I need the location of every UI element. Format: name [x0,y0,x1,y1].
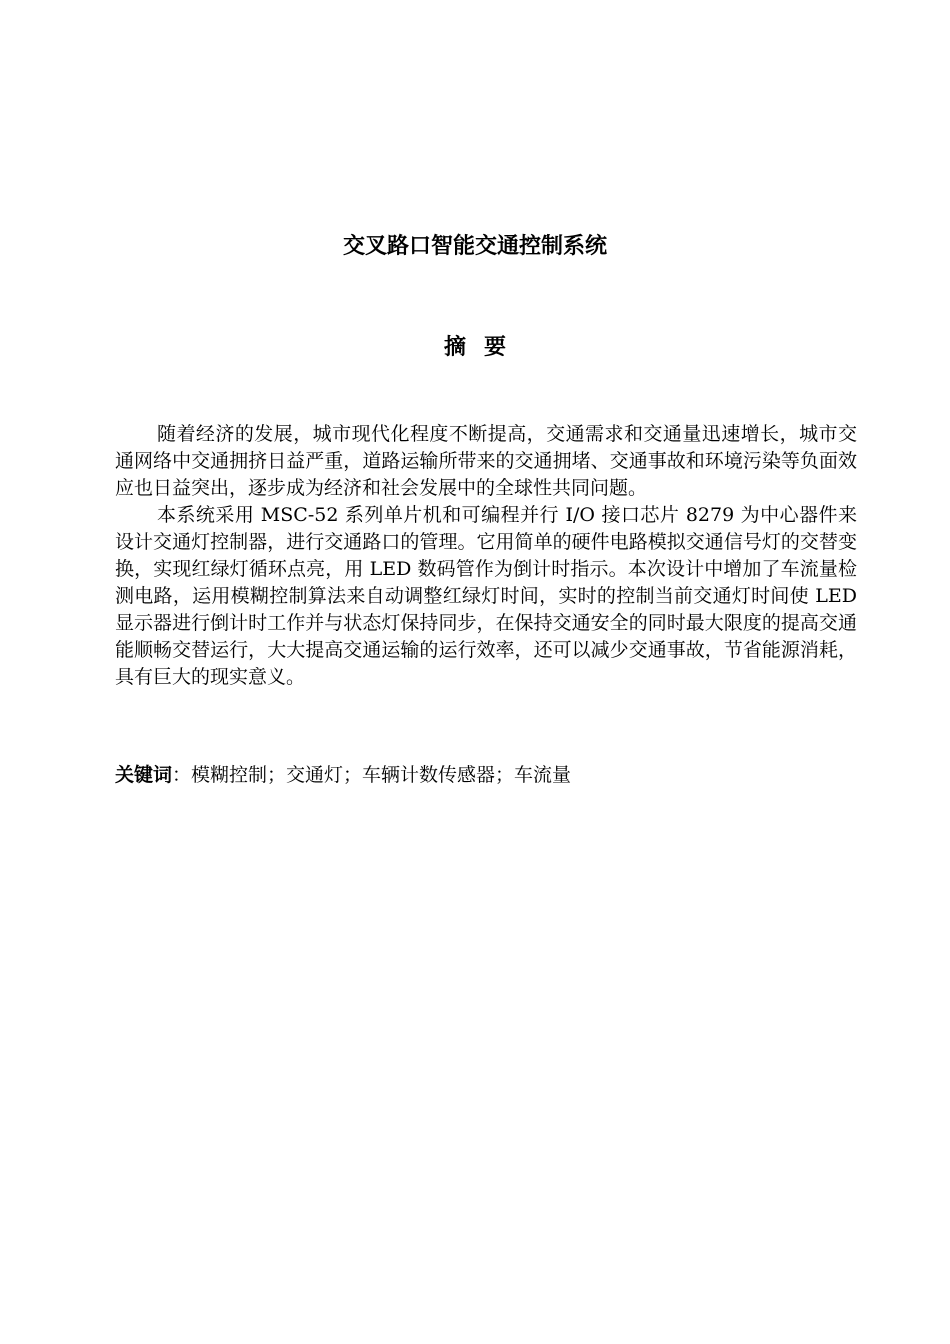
keywords-text: 模糊控制；交通灯；车辆计数传感器；车流量 [191,764,572,786]
abstract-body [115,421,857,691]
abstract-paragraph-2: 本系统采用 MSC-52 系列单片机和可编程并行 I/O 接口芯片 8279 为中心器件来设计交通灯控制器，进行交通路口的管理。它用简单的硬件电路模拟交通信号灯的交替变换，实现红绿灯循环点亮，用 LED 数码管作为倒计时指示。本次设计中增加了车流量检测电路，运用模糊控制算法来自动调整红绿灯时间，实时的控制当前交通灯时间使 LED 显示器进行倒计时工作并与状态灯保持同步，在保持交通安全的同时最大限度的提高交通能顺畅交替运行，大大提高交通运输的运行效率，还可以减少交通事故，节省能源消耗，具有巨大的现实意义。 [115,504,857,688]
abstract-paragraph-1: 随着经济的发展，城市现代化程度不断提高，交通需求和交通量迅速增长，城市交通网络中交通拥挤日益严重，道路运输所带来的交通拥堵、交通事故和环境污染等负面效应也日益突出，逐步成为经济和社会发展中的全球性共同问题。 [115,423,857,499]
keywords-separator: ： [172,764,192,786]
keywords-label: 关键词 [115,764,173,786]
keywords-line [115,762,857,789]
abstract-heading: 摘要 [443,334,524,360]
document-title: 交叉路口智能交通控制系统 [342,234,607,259]
